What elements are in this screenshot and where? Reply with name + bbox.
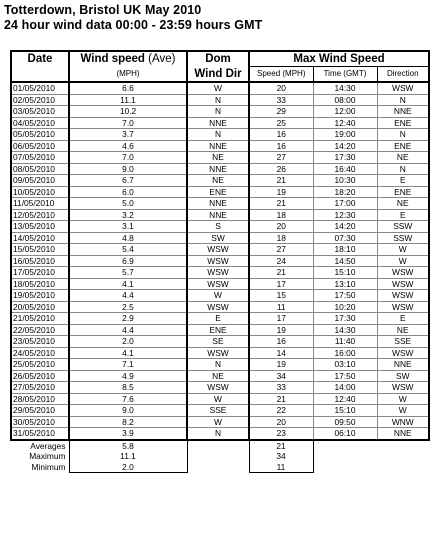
date-cell: 31/05/2010 — [11, 428, 69, 440]
avg-speed-cell: 2.0 — [69, 336, 187, 348]
date-cell: 16/05/2010 — [11, 255, 69, 267]
avg-speed-cell: 11.1 — [69, 94, 187, 106]
table-row — [11, 175, 429, 187]
direction-cell: E — [377, 313, 429, 325]
avg-speed-cell: 9.0 — [69, 405, 187, 417]
wind-data-table — [10, 50, 430, 473]
date-cell: 17/05/2010 — [11, 267, 69, 279]
avg-speed-cell: 6.0 — [69, 186, 187, 198]
summary-row — [11, 462, 429, 473]
max-speed-cell: 20 — [249, 416, 313, 428]
summary-label: Minimum — [31, 461, 66, 472]
time-cell: 11:40 — [313, 336, 377, 348]
time-cell: 12:40 — [313, 393, 377, 405]
data-rows — [11, 82, 429, 440]
time-cell: 14:30 — [313, 324, 377, 336]
direction-cell: SW — [377, 370, 429, 382]
dom-dir-cell: ENE — [187, 186, 249, 198]
summary-rows — [11, 440, 429, 473]
date-cell: 02/05/2010 — [11, 94, 69, 106]
wind-speed-ave-label: (Ave) — [148, 53, 176, 66]
date-cell: 04/05/2010 — [11, 117, 69, 129]
dom-dir-cell: S — [187, 221, 249, 233]
direction-cell: E — [377, 209, 429, 221]
summary-avg-speed: 11.1 — [69, 451, 187, 462]
dom-dir-cell: WSW — [187, 255, 249, 267]
direction-cell: NNE — [377, 428, 429, 440]
time-cell: 15:10 — [313, 405, 377, 417]
time-cell: 17:00 — [313, 198, 377, 210]
time-cell: 13:10 — [313, 278, 377, 290]
direction-cell: ENE — [377, 140, 429, 152]
direction-cell: NNE — [377, 359, 429, 371]
dom-dir-cell: N — [187, 359, 249, 371]
dom-dir-cell: SE — [187, 336, 249, 348]
date-cell: 06/05/2010 — [11, 140, 69, 152]
dom-dir-cell: NNE — [187, 209, 249, 221]
max-speed-cell: 15 — [249, 290, 313, 302]
max-speed-cell: 33 — [249, 382, 313, 394]
date-cell: 20/05/2010 — [11, 301, 69, 313]
date-cell: 19/05/2010 — [11, 290, 69, 302]
direction-cell: WSW — [377, 301, 429, 313]
speed-mph-header: Speed (MPH) — [249, 67, 313, 83]
avg-speed-cell: 3.7 — [69, 129, 187, 141]
direction-cell: WSW — [377, 267, 429, 279]
table-row — [11, 405, 429, 417]
direction-cell: SSW — [377, 232, 429, 244]
dom-dir-cell: E — [187, 313, 249, 325]
summary-label: Averages — [30, 440, 66, 451]
time-cell: 12:40 — [313, 117, 377, 129]
table-row — [11, 106, 429, 118]
date-cell: 25/05/2010 — [11, 359, 69, 371]
time-cell: 16:00 — [313, 347, 377, 359]
dom-dir-cell: ENE — [187, 324, 249, 336]
wind-dir-header: Wind Dir — [187, 67, 249, 83]
max-speed-cell: 29 — [249, 106, 313, 118]
direction-header: Direction — [377, 67, 429, 83]
dom-dir-cell: W — [187, 416, 249, 428]
dom-dir-cell: W — [187, 290, 249, 302]
direction-cell: W — [377, 255, 429, 267]
dom-dir-cell: NE — [187, 175, 249, 187]
direction-cell: SSW — [377, 221, 429, 233]
time-cell: 10:30 — [313, 175, 377, 187]
dom-dir-cell: W — [187, 82, 249, 94]
avg-speed-cell: 3.9 — [69, 428, 187, 440]
avg-speed-cell: 4.4 — [69, 324, 187, 336]
date-cell: 28/05/2010 — [11, 393, 69, 405]
dom-dir-cell: WSW — [187, 301, 249, 313]
dom-dir-cell: WSW — [187, 267, 249, 279]
time-cell: 18:10 — [313, 244, 377, 256]
date-cell: 15/05/2010 — [11, 244, 69, 256]
time-cell: 17:50 — [313, 290, 377, 302]
direction-cell: WNW — [377, 416, 429, 428]
time-cell: 15:10 — [313, 267, 377, 279]
time-cell: 14:00 — [313, 382, 377, 394]
direction-cell: E — [377, 175, 429, 187]
table-row — [11, 347, 429, 359]
date-cell: 10/05/2010 — [11, 186, 69, 198]
table-row — [11, 94, 429, 106]
table-row — [11, 313, 429, 325]
table-row — [11, 129, 429, 141]
avg-speed-cell: 7.0 — [69, 152, 187, 164]
max-speed-cell: 16 — [249, 129, 313, 141]
avg-speed-cell: 5.0 — [69, 198, 187, 210]
summary-avg-speed: 5.8 — [69, 440, 187, 452]
dom-dir-cell: WSW — [187, 278, 249, 290]
max-speed-cell: 27 — [249, 244, 313, 256]
avg-speed-cell: 9.0 — [69, 163, 187, 175]
max-speed-cell: 21 — [249, 393, 313, 405]
avg-speed-cell: 10.2 — [69, 106, 187, 118]
summary-avg-speed: 2.0 — [69, 462, 187, 473]
date-cell: 24/05/2010 — [11, 347, 69, 359]
dom-dir-cell: W — [187, 393, 249, 405]
date-cell: 27/05/2010 — [11, 382, 69, 394]
table-row — [11, 301, 429, 313]
time-cell: 17:50 — [313, 370, 377, 382]
header-row-1 — [11, 51, 429, 67]
max-speed-cell: 24 — [249, 255, 313, 267]
max-speed-cell: 14 — [249, 347, 313, 359]
avg-speed-cell: 4.4 — [69, 290, 187, 302]
avg-speed-cell: 6.7 — [69, 175, 187, 187]
avg-speed-cell: 2.9 — [69, 313, 187, 325]
direction-cell: N — [377, 163, 429, 175]
max-speed-cell: 16 — [249, 140, 313, 152]
time-cell: 14:50 — [313, 255, 377, 267]
time-cell: 14:20 — [313, 221, 377, 233]
dom-dir-cell: WSW — [187, 244, 249, 256]
avg-speed-cell: 5.4 — [69, 244, 187, 256]
time-cell: 08:00 — [313, 94, 377, 106]
max-speed-cell: 23 — [249, 428, 313, 440]
max-speed-cell: 18 — [249, 209, 313, 221]
direction-cell: WSW — [377, 278, 429, 290]
time-gmt-header: Time (GMT) — [313, 67, 377, 83]
date-cell: 22/05/2010 — [11, 324, 69, 336]
table-row — [11, 255, 429, 267]
max-speed-cell: 19 — [249, 324, 313, 336]
dom-dir-cell: N — [187, 106, 249, 118]
table-row — [11, 324, 429, 336]
table-row — [11, 198, 429, 210]
table-row — [11, 428, 429, 440]
report-subtitle: 24 hour wind data 00:00 - 23:59 hours GMT — [4, 18, 263, 32]
dom-dir-cell: NNE — [187, 163, 249, 175]
max-speed-cell: 34 — [249, 370, 313, 382]
table-row — [11, 336, 429, 348]
max-speed-cell: 20 — [249, 82, 313, 94]
table-row — [11, 278, 429, 290]
max-speed-cell: 27 — [249, 152, 313, 164]
max-speed-cell: 17 — [249, 278, 313, 290]
max-speed-cell: 33 — [249, 94, 313, 106]
date-cell: 01/05/2010 — [11, 82, 69, 94]
max-speed-cell: 11 — [249, 301, 313, 313]
time-cell: 17:30 — [313, 313, 377, 325]
report-title: Totterdown, Bristol UK May 2010 — [4, 3, 202, 17]
direction-cell: NE — [377, 324, 429, 336]
date-cell: 21/05/2010 — [11, 313, 69, 325]
wind-speed-unit: (MPH) — [69, 67, 187, 83]
max-speed-cell: 17 — [249, 313, 313, 325]
table-row — [11, 140, 429, 152]
avg-speed-cell: 3.2 — [69, 209, 187, 221]
date-cell: 07/05/2010 — [11, 152, 69, 164]
date-cell: 08/05/2010 — [11, 163, 69, 175]
date-cell: 23/05/2010 — [11, 336, 69, 348]
time-cell: 16:40 — [313, 163, 377, 175]
time-cell: 12:00 — [313, 106, 377, 118]
table-row — [11, 393, 429, 405]
max-speed-cell: 19 — [249, 186, 313, 198]
table-row — [11, 163, 429, 175]
dom-dir-cell: NE — [187, 152, 249, 164]
dom-dir-cell: SSE — [187, 405, 249, 417]
avg-speed-cell: 8.2 — [69, 416, 187, 428]
wind-speed-header — [69, 51, 187, 67]
time-cell: 17:30 — [313, 152, 377, 164]
direction-cell: WSW — [377, 290, 429, 302]
direction-cell: WSW — [377, 82, 429, 94]
summary-max-speed: 11 — [249, 462, 313, 473]
table-row — [11, 232, 429, 244]
avg-speed-cell: 8.5 — [69, 382, 187, 394]
table-row — [11, 416, 429, 428]
dom-dir-cell: SW — [187, 232, 249, 244]
max-speed-cell: 26 — [249, 163, 313, 175]
summary-label: Maximum — [29, 451, 66, 461]
date-cell: 12/05/2010 — [11, 209, 69, 221]
avg-speed-cell: 4.1 — [69, 278, 187, 290]
direction-cell: SSE — [377, 336, 429, 348]
avg-speed-cell: 5.7 — [69, 267, 187, 279]
wind-speed-label: Wind speed — [80, 53, 145, 66]
table-row — [11, 82, 429, 94]
max-speed-cell: 22 — [249, 405, 313, 417]
max-speed-cell: 20 — [249, 221, 313, 233]
max-speed-cell: 21 — [249, 267, 313, 279]
direction-cell: WSW — [377, 347, 429, 359]
dom-dir-cell: N — [187, 129, 249, 141]
table-row — [11, 267, 429, 279]
table-row — [11, 221, 429, 233]
avg-speed-cell: 7.1 — [69, 359, 187, 371]
avg-speed-cell: 2.5 — [69, 301, 187, 313]
dom-dir-cell: WSW — [187, 382, 249, 394]
date-cell: 05/05/2010 — [11, 129, 69, 141]
avg-speed-cell: 7.6 — [69, 393, 187, 405]
direction-cell: W — [377, 244, 429, 256]
direction-cell: W — [377, 405, 429, 417]
avg-speed-cell: 4.9 — [69, 370, 187, 382]
table-row — [11, 209, 429, 221]
time-cell: 12:30 — [313, 209, 377, 221]
max-speed-cell: 16 — [249, 336, 313, 348]
avg-speed-cell: 7.0 — [69, 117, 187, 129]
max-speed-cell: 18 — [249, 232, 313, 244]
table-row — [11, 186, 429, 198]
time-cell: 14:20 — [313, 140, 377, 152]
table-row — [11, 152, 429, 164]
date-cell: 03/05/2010 — [11, 106, 69, 118]
direction-cell: NNE — [377, 106, 429, 118]
date-cell: 30/05/2010 — [11, 416, 69, 428]
direction-cell: NE — [377, 198, 429, 210]
dom-dir-cell: N — [187, 428, 249, 440]
table-row — [11, 290, 429, 302]
time-cell: 14:30 — [313, 82, 377, 94]
time-cell: 09:50 — [313, 416, 377, 428]
dom-dir-cell: NNE — [187, 140, 249, 152]
avg-speed-cell: 6.6 — [69, 82, 187, 94]
table-row — [11, 244, 429, 256]
date-header: Date — [11, 51, 69, 67]
date-cell: 13/05/2010 — [11, 221, 69, 233]
dom-dir-cell: N — [187, 94, 249, 106]
dom-dir-cell: NNE — [187, 117, 249, 129]
table-row — [11, 117, 429, 129]
avg-speed-cell: 4.6 — [69, 140, 187, 152]
max-speed-cell: 19 — [249, 359, 313, 371]
summary-row — [11, 440, 429, 452]
dom-header: Dom — [187, 51, 249, 67]
time-cell: 18:20 — [313, 186, 377, 198]
time-cell: 19:00 — [313, 129, 377, 141]
dom-dir-cell: WSW — [187, 347, 249, 359]
direction-cell: NE — [377, 152, 429, 164]
dom-dir-cell: NE — [187, 370, 249, 382]
date-cell: 26/05/2010 — [11, 370, 69, 382]
date-cell: 29/05/2010 — [11, 405, 69, 417]
summary-row — [11, 451, 429, 462]
avg-speed-cell: 4.8 — [69, 232, 187, 244]
summary-max-speed: 21 — [249, 440, 313, 452]
direction-cell: W — [377, 393, 429, 405]
table-row — [11, 359, 429, 371]
direction-cell: N — [377, 129, 429, 141]
avg-speed-cell: 4.1 — [69, 347, 187, 359]
time-cell: 06:10 — [313, 428, 377, 440]
max-speed-cell: 25 — [249, 117, 313, 129]
time-cell: 03:10 — [313, 359, 377, 371]
direction-cell: N — [377, 94, 429, 106]
max-speed-cell: 21 — [249, 198, 313, 210]
time-cell: 07:30 — [313, 232, 377, 244]
header-row-2 — [11, 67, 429, 83]
max-speed-cell: 21 — [249, 175, 313, 187]
date-cell: 11/05/2010 — [11, 198, 69, 210]
table-row — [11, 382, 429, 394]
avg-speed-cell: 6.9 — [69, 255, 187, 267]
time-cell: 10:20 — [313, 301, 377, 313]
direction-cell: WSW — [377, 382, 429, 394]
summary-max-speed: 34 — [249, 451, 313, 462]
date-cell: 14/05/2010 — [11, 232, 69, 244]
date-cell: 18/05/2010 — [11, 278, 69, 290]
direction-cell: ENE — [377, 117, 429, 129]
dom-dir-cell: NNE — [187, 198, 249, 210]
avg-speed-cell: 3.1 — [69, 221, 187, 233]
max-wind-speed-header: Max Wind Speed — [249, 51, 429, 67]
table-row — [11, 370, 429, 382]
date-cell: 09/05/2010 — [11, 175, 69, 187]
direction-cell: ENE — [377, 186, 429, 198]
